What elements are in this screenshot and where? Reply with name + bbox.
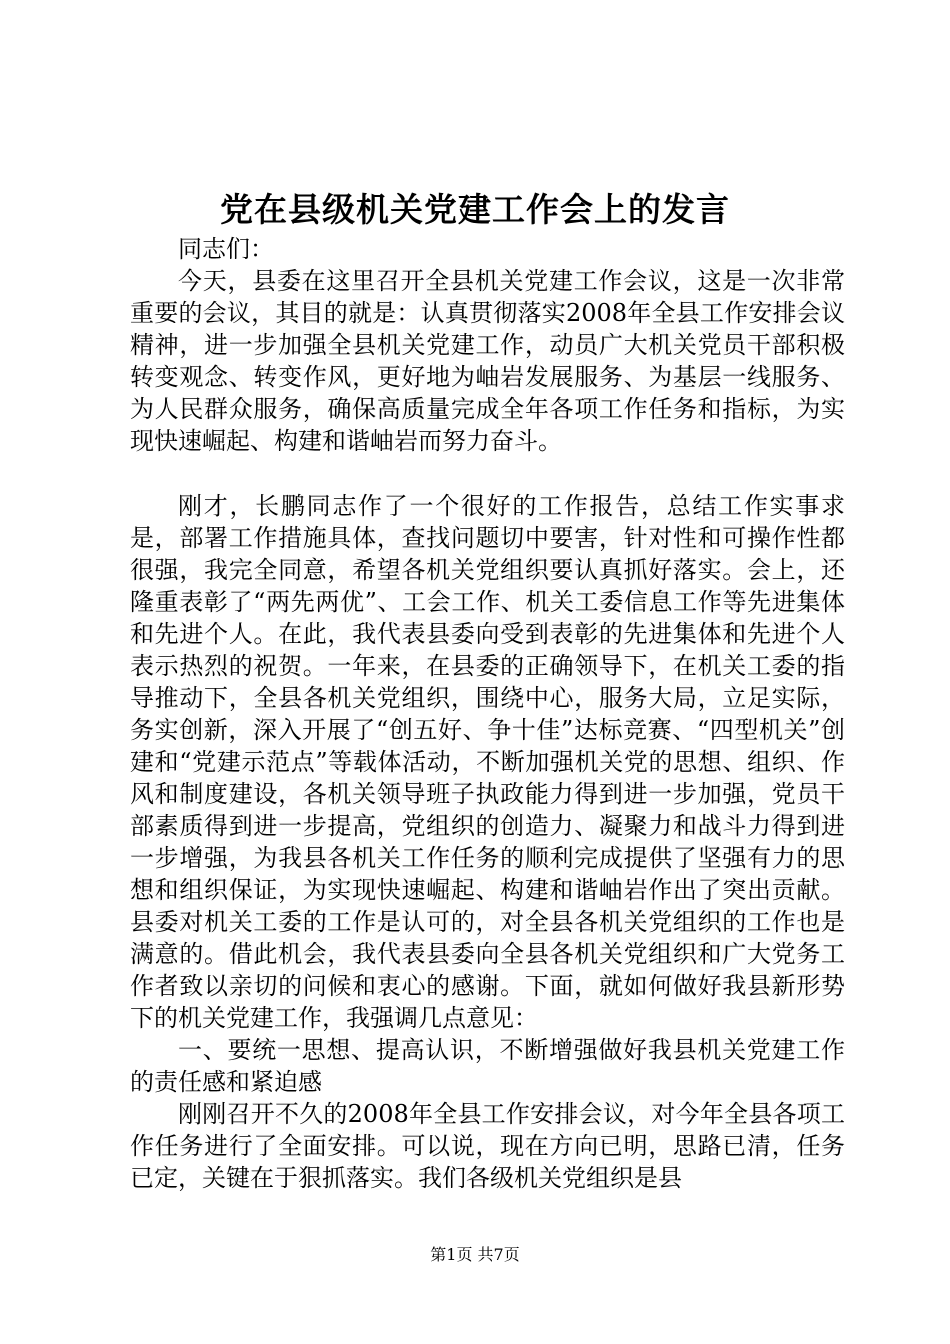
paragraph-review: 刚才，长鹏同志作了一个很好的工作报告，总结工作实事求是，部署工作措施具体，查找问题切中要害，针对性和可操作性都很强，我完全同意，希望各机关党组织要认真抓好落实。会上，还隆重表彰了“两先两优”、工会工作、机关工委信息工作等先进集体和先进个人。在此，我代表县委向受到表彰的先进集体和先进个人表示热烈的祝贺。一年来，在县委的正确领导下，在机关工委的指导推动下，全县各机关党组织，围绕中心，服务大局，立足实际，务实创新，深入开展了“创五好、争十佳”达标竞赛、“四型机关”创建和“党建示范点”等载体活动，不断加强机关党的思想、组织、作风和制度建设，各机关领导班子执政能力得到进一步加强，党员干部素质得到进一步提高，党组织的创造力、凝聚力和战斗力得到进一步增强，为我县各机关工作任务的顺利完成提供了坚强有力的思想和组织保证，为实现快速崛起、构建和谐岫岩作出了突出贡献。县委对机关工委的工作是认可的，对全县各机关党组织的工作也是满意的。借此机会，我代表县委向全县各机关党组织和广大党务工作者致以亲切的问候和衷心的感谢。下面，就如何做好我县新形势下的机关党建工作，我强调几点意见： xyxy=(130,492,845,1032)
page-footer: 第1页 共7页 xyxy=(430,1245,520,1264)
section-heading-1: 一、要统一思想、提高认识，不断增强做好我县机关党建工作的责任感和紧迫感 xyxy=(130,1036,845,1096)
paragraph-section-1: 刚刚召开不久的2008年全县工作安排会议，对今年全县各项工作任务进行了全面安排。可以说，现在方向已明，思路已清，任务已定，关键在于狠抓落实。我们各级机关党组织是县 xyxy=(130,1100,845,1192)
document-body xyxy=(130,233,845,1194)
paragraph-opening: 今天，县委在这里召开全县机关党建工作会议，这是一次非常重要的会议，其目的就是：认真贯彻落实2008年全县工作安排会议精神，进一步加强全县机关党建工作，动员广大机关党员干部积极转变观念、转变作风，更好地为岫岩发展服务、为基层一线服务、为人民群众服务，确保高质量完成全年各项工作任务和指标，为实现快速崛起、构建和谐岫岩而努力奋斗。 xyxy=(130,267,845,455)
document-title: 党在县级机关党建工作会上的发言 xyxy=(220,190,730,229)
salutation: 同志们： xyxy=(178,235,274,263)
